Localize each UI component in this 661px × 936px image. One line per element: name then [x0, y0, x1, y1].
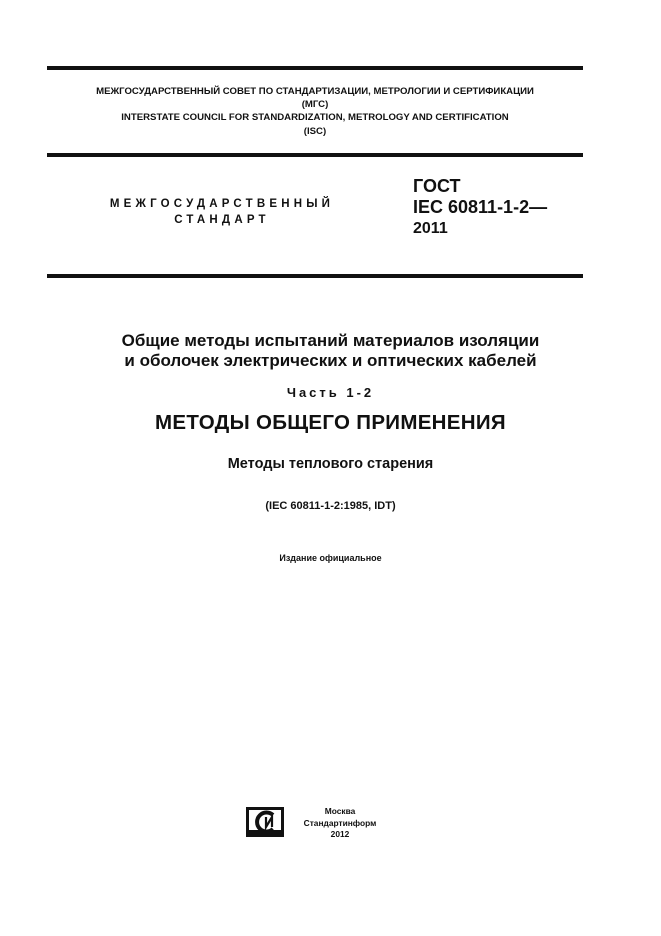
standard-type-line1: МЕЖГОСУДАРСТВЕННЫЙ — [109, 198, 335, 210]
publisher-block — [292, 806, 388, 841]
council-block — [47, 85, 583, 138]
standartinform-logo-icon — [245, 806, 285, 838]
third-rule — [47, 274, 583, 278]
second-rule — [47, 153, 583, 157]
council-name-ru: МЕЖГОСУДАРСТВЕННЫЙ СОВЕТ ПО СТАНДАРТИЗАЦИИ, МЕТРОЛОГИИ И СЕРТИФИКАЦИИ — [96, 86, 534, 97]
document-title — [0, 331, 661, 371]
edition-note: Издание официальное — [279, 553, 382, 563]
designation-year: 2011 — [413, 220, 448, 237]
council-abbr-en: (ISC) — [303, 125, 327, 137]
part-title: МЕТОДЫ ОБЩЕГО ПРИМЕНЕНИЯ — [155, 411, 506, 434]
title-line1: Общие методы испытаний материалов изоляции — [121, 331, 540, 350]
council-abbr-ru: (МГС) — [301, 99, 329, 111]
standard-designation — [413, 176, 547, 239]
designation-number: IEC 60811-1-2— — [413, 197, 548, 217]
publisher-city: Москва — [324, 806, 356, 816]
standartinform-logo — [245, 806, 285, 838]
designation-gost: ГОСТ — [413, 176, 461, 196]
publisher-year: 2012 — [330, 829, 350, 839]
council-name-en: INTERSTATE COUNCIL FOR STANDARDIZATION, METROLOGY AND CERTIFICATION — [121, 112, 509, 124]
subtitle: Методы теплового старения — [227, 456, 434, 472]
publisher-name: Стандартинформ — [303, 817, 377, 828]
standard-type-line2: СТАНДАРТ — [174, 214, 270, 226]
standard-type — [72, 196, 372, 228]
part-number: Часть 1-2 — [286, 385, 375, 400]
title-line2: и оболочек электрических и оптических кабелей — [124, 351, 537, 370]
top-rule — [47, 66, 583, 70]
iec-reference: (IEC 60811-1-2:1985, IDT) — [265, 500, 396, 512]
